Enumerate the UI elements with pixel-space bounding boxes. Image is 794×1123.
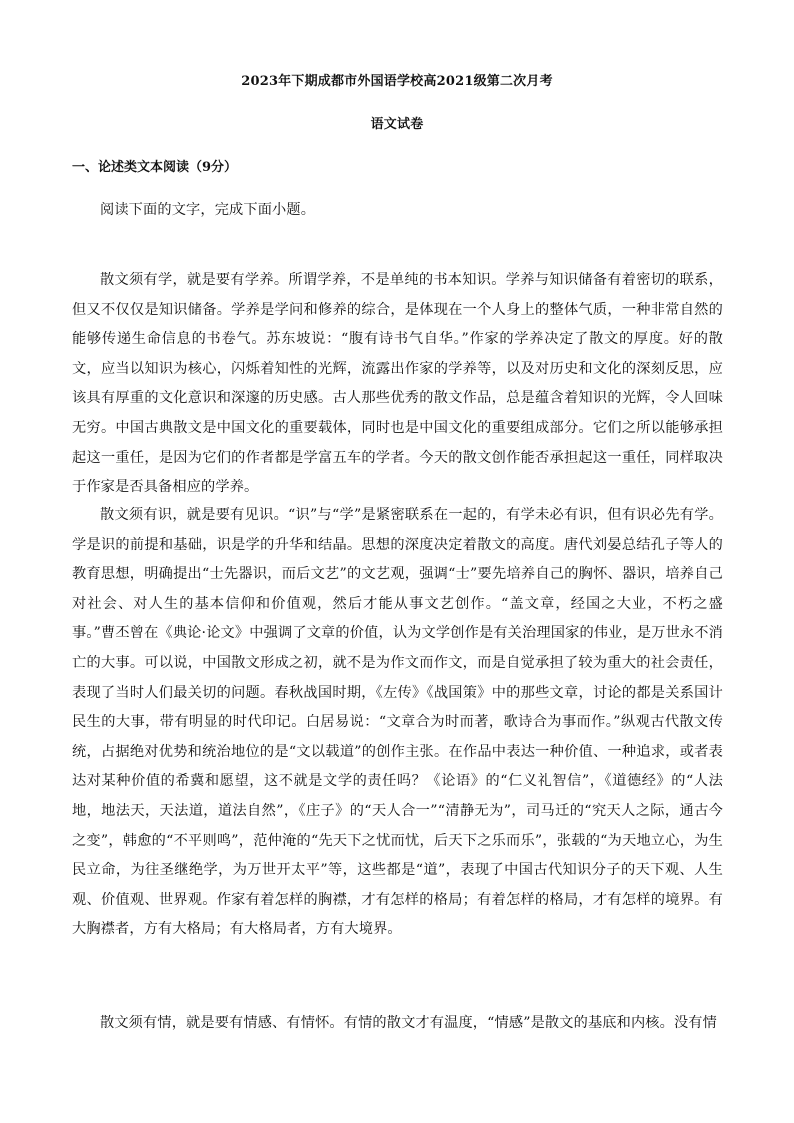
reading-instruction: 阅读下面的文字，完成下面小题。	[100, 202, 316, 218]
section-heading: 一、论述类文本阅读（9分）	[72, 160, 238, 175]
subject-title: 语文试卷	[370, 117, 424, 132]
paragraph-emotion: 散文须有情，就是要有情感、有情怀。有情的散文才有温度，“情感”是散文的基底和内核。没有情	[100, 1015, 717, 1031]
paragraph-scholarship: 散文须有学，就是要有学养。所谓学养，不是单纯的书本知识。学养与知识储备有着密切的联系，但又不仅仅是知识储备。学养是学问和修养的综合，是体现在一个人身上的整体气质，一种非常自然的能够传递生命信息的书卷气。苏东坡说：“腹有诗书气自华。”作家的学养决定了散文的厚度。好的散文，应当以知识为核心，闪烁着知性的光辉，流露出作家的学养等，以及对历史和文化的深刻反思，应该具有厚重的文化意识和深邃的历史感。古人那些优秀的散文作品，总是蕴含着知识的光辉，令人回味无穷。中国古典散文是中国文化的重要载体，同时也是中国文化的重要组成部分。它们之所以能够承担起这一重任，是因为它们的作者都是学富五车的学者。今天的散文创作能否承担起这一重任，同样取决于作家是否具备相应的学养。	[72, 272, 723, 496]
paragraph-insight: 散文须有识，就是要有见识。“识”与“学”是紧密联系在一起的，有学未必有识，但有识必先有学。学是识的前提和基础，识是学的升华和结晶。思想的深度决定着散文的高度。唐代刘晏总结孔子等人的教育思想，明确提出“士先器识，而后文艺”的文艺观，强调“士”要先培养自己的胸怀、器识，培养自己对社会、对人生的基本信仰和价值观，然后才能从事文艺创作。“盖文章，经国之大业，不朽之盛事。”曹丕曾在《典论·论文》中强调了文章的价值，认为文学创作是有关治理国家的伟业，是万世永不消亡的大事。可以说，中国散文形成之初，就不是为作文而作文，而是自觉承担了较为重大的社会责任，表现了当时人们最关切的问题。春秋战国时期，《左传》《战国策》中的那些文章，讨论的都是关系国计民生的大事，带有明显的时代印记。白居易说：“文章合为时而著，歌诗合为事而作。”纵观古代散文传统，占据绝对优势和统治地位的是“文以载道”的创作主张。在作品中表达一种价值、一种追求，或者表达对某种价值的希冀和愿望，这不就是文学的责任吗？《论语》的“仁义礼智信”，《道德经》的“人法地，地法天，天法道，道法自然”，《庄子》的“天人合一”“清静无为”，司马迁的“究天人之际，通古今之变”，韩愈的“不平则鸣”，范仲淹的“先天下之忧而忧，后天下之乐而乐”，张载的“为天地立心，为生民立命，为往圣继绝学，为万世开太平”等，这些都是“道”，表现了中国古代知识分子的天下观、人生观、价值观、世界观。作家有着怎样的胸襟，才有怎样的格局；有着怎样的格局，才有怎样的境界。有大胸襟者，方有大格局；有大格局者，方有大境界。	[72, 507, 723, 938]
exam-title: 2023年下期成都市外国语学校高2021级第二次月考	[241, 74, 553, 89]
